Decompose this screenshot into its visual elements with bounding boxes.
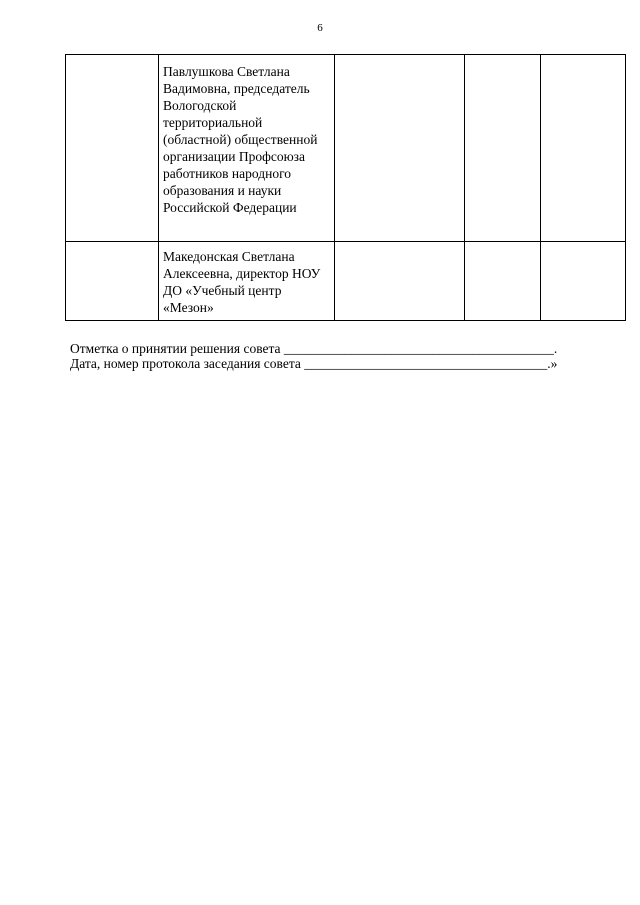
decision-line [70, 341, 620, 356]
signature-block [70, 341, 620, 371]
table-cell-empty [66, 55, 159, 242]
table-row [66, 55, 626, 242]
protocol-label: Дата, номер протокола заседания совета [70, 356, 301, 371]
table-cell-empty [541, 55, 626, 242]
member-description: Павлушкова Светлана Вадимовна, председатель Вологодской территориальной (областной) общественной организации Профсоюза работников народного образования и науки Российской Федерации [159, 55, 335, 242]
council-members-table [65, 54, 626, 321]
table-cell-empty [335, 55, 465, 242]
page-number: 6 [317, 22, 323, 34]
member-description: Македонская Светлана Алексеевна, директор НОУ ДО «Учебный центр «Мезон» [159, 242, 335, 321]
table-cell-empty [465, 242, 541, 321]
protocol-line [70, 356, 620, 371]
table-cell-empty [465, 55, 541, 242]
decision-label: Отметка о принятии решения совета [70, 341, 281, 356]
decision-blank: ________________________________________. [283, 341, 558, 356]
table-row [66, 242, 626, 321]
protocol-blank: ____________________________________.» [304, 356, 558, 371]
table-cell-empty [335, 242, 465, 321]
table-cell-empty [541, 242, 626, 321]
table-cell-empty [66, 242, 159, 321]
